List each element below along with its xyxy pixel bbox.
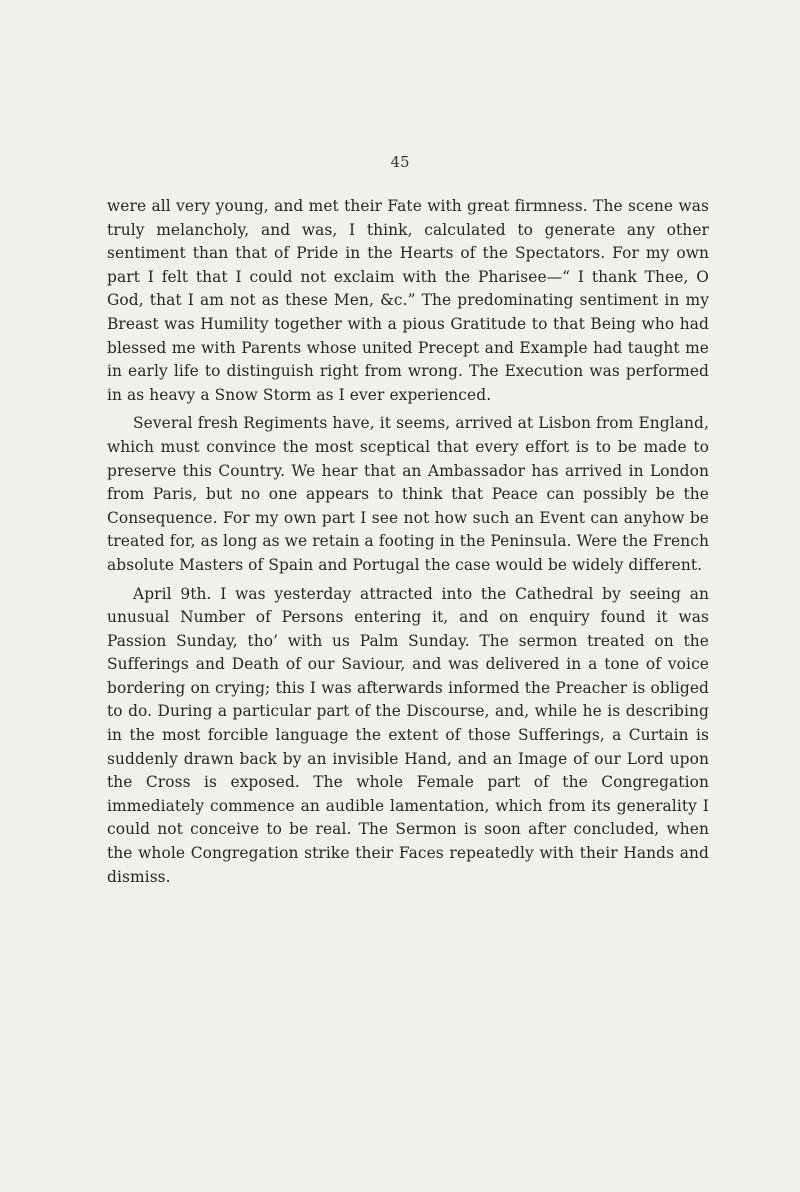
paragraph-3: April 9th. I was yesterday attracted into the Cathedral by seeing an unusual Number of Persons entering it, and on enquiry found it was Passion Sunday, tho’ with us Palm Sunday. The sermon treated on the Sufferings and Death of our Saviour, and was delivered in a tone of voice bordering on crying; this I was afterwards informed the Preacher is obliged to do. During a particular part of the Discourse, and, while he is describing in the most forcible language the extent of those Sufferings, a Curtain is suddenly drawn back by an invisible Hand, and an Image of our Lord upon the Cross is exposed. The whole Female part of the Congregation immediately commence an audible lamentation, which from its generality I could not conceive to be real. The Sermon is soon after concluded, when the whole Congregation strike their Faces repeatedly with their Hands and dismiss. <box>107 584 709 886</box>
paragraph-1: were all very young, and met their Fate with great firmness. The scene was truly melancholy, and was, I think, calculated to generate any other sentiment than that of Pride in the Hearts of the Spectators. For my own part I felt that I could not exclaim with the Pharisee—“ I thank Thee, O God, that I am not as these Men, &c.” The predominating sentiment in my Breast was Humility together with a pious Gratitude to that Being who had blessed me with Parents whose united Precept and Example had taught me in early life to distinguish right from wrong. The Execution was performed in as heavy a Snow Storm as I ever experienced. <box>107 197 709 404</box>
page-number: 45 <box>390 153 410 171</box>
body-text <box>107 195 709 894</box>
paragraph-2: Several fresh Regiments have, it seems, arrived at Lisbon from England, which must convince the most sceptical that every effort is to be made to preserve this Country. We hear that an Ambassador has arrived in London from Paris, but no one appears to think that Peace can possibly be the Consequence. For my own part I see not how such an Event can anyhow be treated for, as long as we retain a footing in the Peninsula. Were the French absolute Masters of Spain and Portugal the case would be widely different. <box>107 414 709 574</box>
